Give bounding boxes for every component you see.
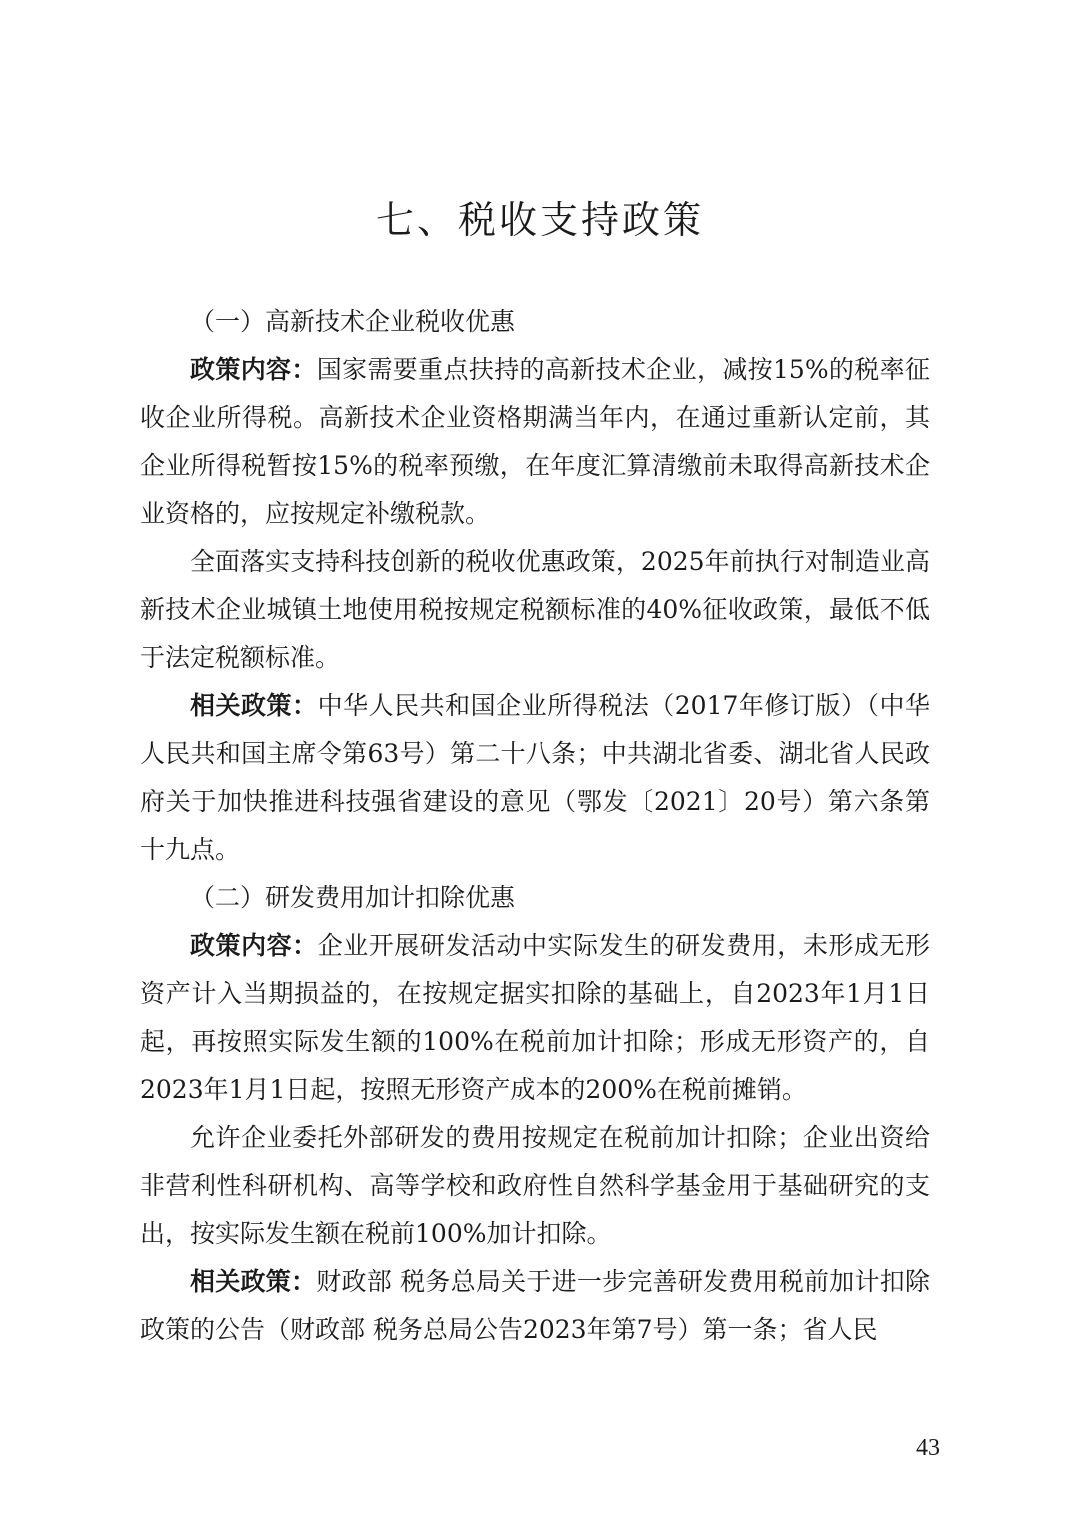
policy-content-paragraph-2 (140, 922, 930, 1114)
section-heading-2: （二）研发费用加计扣除优惠 (190, 883, 516, 912)
related-policy-paragraph-2 (140, 1258, 930, 1354)
extra-paragraph-1: 全面落实支持科技创新的税收优惠政策，2025年前执行对制造业高新技术企业城镇土地使用税按规定税额标准的40%征收政策，最低不低于法定税额标准。 (140, 547, 930, 672)
related-policy-label: 相关政策： (190, 691, 318, 720)
policy-content-paragraph-1 (140, 346, 930, 538)
related-policy-paragraph-1 (140, 682, 930, 874)
policy-content-text: 国家需要重点扶持的高新技术企业，减按15%的税率征收企业所得税。高新技术企业资格期满当年内，在通过重新认定前，其企业所得税暂按15%的税率预缴，在年度汇算清缴前未取得高新技术企业资格的，应按规定补缴税款。 (140, 355, 930, 528)
related-policy-label: 相关政策： (190, 1267, 317, 1296)
policy-content-label: 政策内容： (190, 355, 317, 384)
policy-content-text: 企业开展研发活动中实际发生的研发费用，未形成无形资产计入当期损益的，在按规定据实扣除的基础上，自2023年1月1日起，再按照实际发生额的100%在税前加计扣除；形成无形资产的，自2023年1月1日起，按照无形资产成本的200%在税前摊销。 (140, 931, 930, 1104)
related-policy-text: 中华人民共和国企业所得税法（2017年修订版）（中华人民共和国主席令第63号）第二十八条；中共湖北省委、湖北省人民政府关于加快推进科技强省建设的意见（鄂发〔2021〕20号）第六条第十九点。 (140, 691, 930, 864)
page-title: 七、税收支持政策 (375, 198, 704, 242)
policy-content-label: 政策内容： (190, 931, 318, 960)
page-number: 43 (916, 1435, 940, 1461)
section-heading-1: （一）高新技术企业税收优惠 (190, 307, 516, 336)
extra-paragraph-2: 允许企业委托外部研发的费用按规定在税前加计扣除；企业出资给非营利性科研机构、高等学校和政府性自然科学基金用于基础研究的支出，按实际发生额在税前100%加计扣除。 (140, 1123, 930, 1248)
related-policy-text: 财政部 税务总局关于进一步完善研发费用税前加计扣除政策的公告（财政部 税务总局公告2023年第7号）第一条；省人民 (140, 1267, 930, 1344)
document-body (140, 298, 930, 1354)
